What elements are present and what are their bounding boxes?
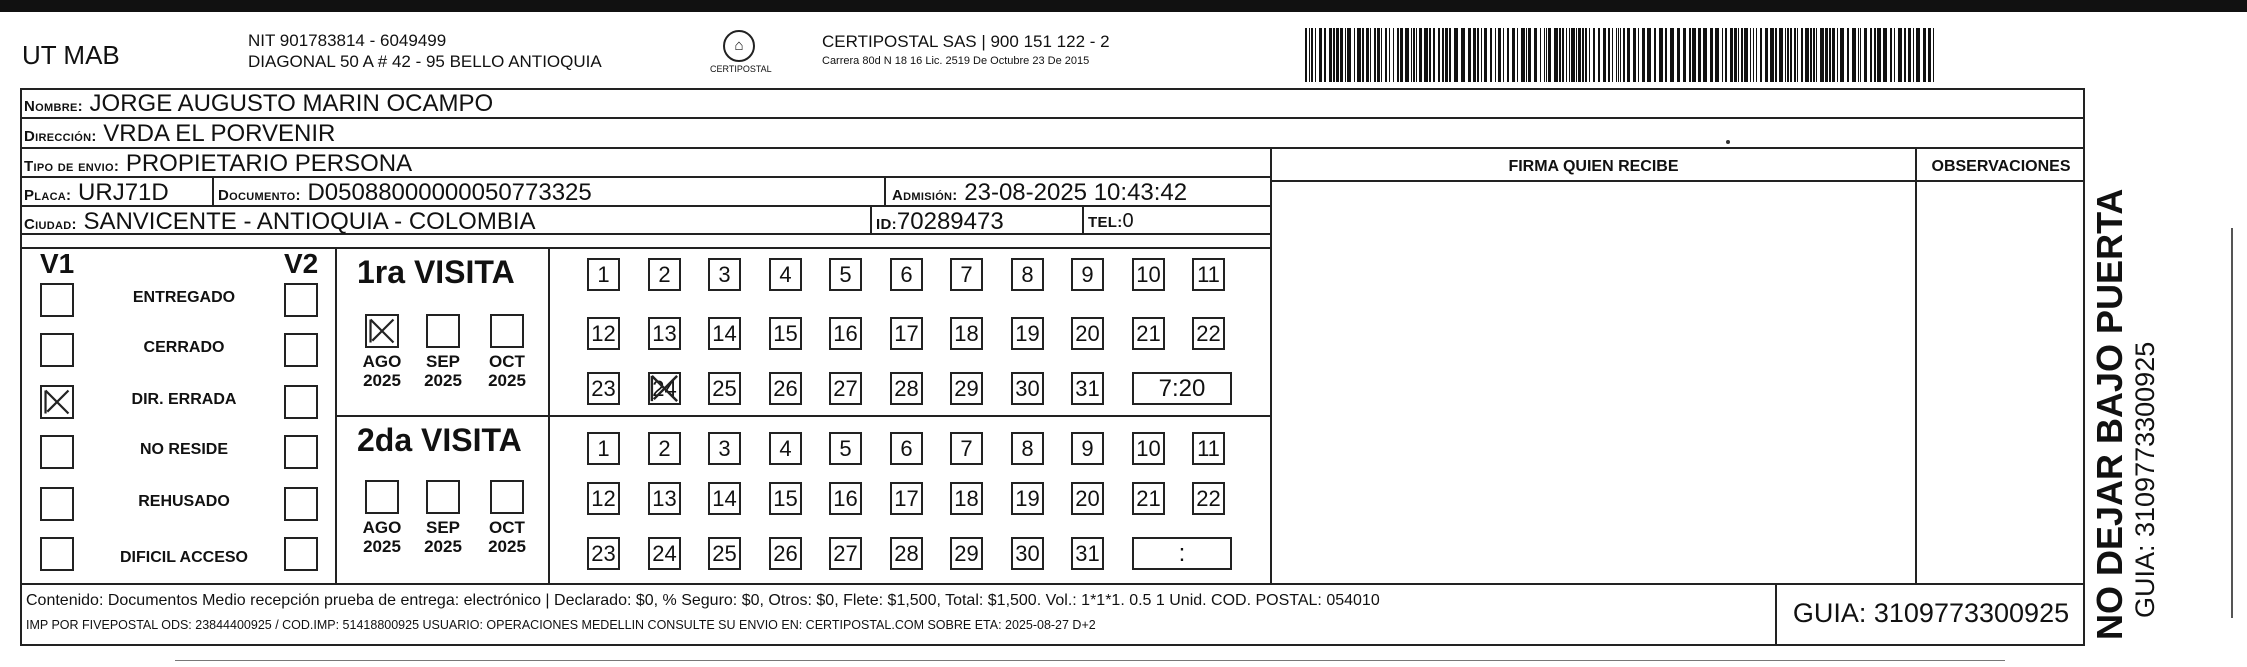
day-box[interactable]: 6 — [890, 258, 923, 291]
day-box[interactable]: 8 — [1011, 432, 1044, 465]
tel-value: 0 — [1122, 210, 1134, 232]
placa-row — [24, 179, 169, 207]
month-checkbox[interactable] — [490, 314, 524, 348]
right-edge-line — [2231, 228, 2233, 618]
tel-row — [1088, 210, 1134, 233]
ciudad-label: Ciudad: — [24, 216, 77, 233]
day-box[interactable]: 15 — [769, 482, 802, 515]
placa-value: URJ71D — [78, 179, 169, 206]
day-box[interactable]: 19 — [1011, 317, 1044, 350]
day-box[interactable]: 17 — [890, 482, 923, 515]
company-info — [248, 30, 602, 72]
v2-header: V2 — [284, 248, 319, 279]
day-box[interactable]: 31 — [1071, 372, 1104, 405]
status-label: DIR. ERRADA — [131, 391, 237, 408]
col-line — [1082, 205, 1084, 233]
day-box[interactable]: 14 — [708, 317, 741, 350]
month-label — [357, 518, 407, 556]
day-box[interactable]: 25 — [708, 372, 741, 405]
day-box[interactable]: 23 — [587, 372, 620, 405]
v2-checkbox[interactable] — [284, 333, 318, 367]
side-warning-text: NO DEJAR BAJO PUERTA — [2089, 188, 2130, 640]
col-line — [1915, 147, 1917, 583]
day-box[interactable]: 23 — [587, 537, 620, 570]
day-box[interactable]: 17 — [890, 317, 923, 350]
company-name: UT MAB — [22, 40, 120, 70]
row-line — [20, 247, 1270, 249]
v1-checkbox[interactable] — [40, 333, 74, 367]
day-box[interactable]: 8 — [1011, 258, 1044, 291]
nombre-value: JORGE AUGUSTO MARIN OCAMPO — [89, 90, 494, 117]
col-line — [212, 176, 214, 205]
tipo-value: PROPIETARIO PERSONA — [125, 150, 413, 177]
day-box[interactable]: 18 — [950, 317, 983, 350]
status-label: DIFICIL ACCESO — [119, 549, 248, 566]
nombre-label: Nombre: — [24, 98, 83, 115]
footer-print-info: IMP POR FIVEPOSTAL ODS: 23844400925 / COD.IMP: 51418800925 USUARIO: OPERACIONES MEDELLIN CONSULTE SU ENVIO EN: CERTIPOSTAL.COM SOBRE ETA: 2025-08-27 D+2 — [26, 618, 1096, 632]
admision-label: Admisión: — [892, 187, 958, 204]
v1-checkbox[interactable] — [40, 537, 74, 571]
day-box[interactable]: 7 — [950, 258, 983, 291]
tel-label: TEL: — [1088, 214, 1123, 231]
day-box[interactable]: 14 — [708, 482, 741, 515]
direccion-row — [24, 120, 335, 148]
day-box[interactable]: 3 — [708, 258, 741, 291]
id-value: 70289473 — [896, 208, 1004, 235]
day-box[interactable]: 25 — [708, 537, 741, 570]
stray-dot — [1726, 140, 1730, 144]
day-box[interactable]: 11 — [1192, 432, 1225, 465]
day-box[interactable]: 18 — [950, 482, 983, 515]
v1-checkbox[interactable] — [40, 385, 74, 419]
status-label: REHUSADO — [138, 493, 230, 510]
admision-row — [892, 179, 1187, 207]
side-guia: GUIA: 3109773300925 — [2130, 341, 2160, 618]
day-box[interactable]: 5 — [829, 258, 862, 291]
day-box[interactable]: 20 — [1071, 482, 1104, 515]
hour-box[interactable]: 7:20 — [1132, 372, 1232, 405]
month-year: 2025 — [424, 371, 462, 390]
day-box[interactable]: 7 — [950, 432, 983, 465]
month-checkbox[interactable] — [365, 314, 399, 348]
month-label — [418, 352, 468, 390]
ciudad-row — [24, 208, 536, 236]
day-box[interactable]: 4 — [769, 432, 802, 465]
month-checkbox[interactable] — [365, 480, 399, 514]
month-label — [482, 518, 532, 556]
month-checkbox[interactable] — [490, 480, 524, 514]
day-box[interactable]: 24 — [648, 372, 681, 405]
day-box[interactable]: 20 — [1071, 317, 1104, 350]
month-name: OCT — [489, 518, 525, 537]
certipostal-info — [822, 32, 1110, 67]
day-box[interactable]: 29 — [950, 537, 983, 570]
footer-guia: GUIA: 3109773300925 — [1792, 598, 2070, 628]
day-box[interactable]: 26 — [769, 372, 802, 405]
v1-checkbox[interactable] — [40, 487, 74, 521]
tipo-row — [24, 150, 412, 178]
day-box[interactable]: 3 — [708, 432, 741, 465]
documento-value: D05088000000050773325 — [307, 179, 592, 206]
side-warning — [2090, 189, 2160, 640]
month-name: AGO — [362, 352, 402, 371]
day-box[interactable]: 30 — [1011, 537, 1044, 570]
col-line — [335, 247, 337, 583]
barcode — [1305, 28, 1937, 82]
day-box[interactable]: 1 — [587, 432, 620, 465]
month-checkbox[interactable] — [426, 314, 460, 348]
day-box[interactable]: 28 — [890, 537, 923, 570]
logo-icon: ⌂ — [723, 30, 755, 62]
status-label: ENTREGADO — [132, 289, 236, 306]
day-box[interactable]: 16 — [829, 482, 862, 515]
logo-text: CERTIPOSTAL — [710, 64, 772, 74]
visita2-title: 2da VISITA — [357, 422, 522, 458]
company-nit: NIT 901783814 - 6049499 — [248, 31, 447, 50]
tipo-label: Tipo de envio: — [24, 158, 120, 175]
col-line — [1270, 147, 1272, 583]
day-box[interactable]: 9 — [1071, 432, 1104, 465]
bottom-rule — [175, 660, 2005, 661]
month-year: 2025 — [488, 371, 526, 390]
v2-checkbox[interactable] — [284, 487, 318, 521]
id-label: ID: — [876, 216, 897, 233]
day-box[interactable]: 11 — [1192, 258, 1225, 291]
col-line — [870, 205, 872, 233]
month-checkbox[interactable] — [426, 480, 460, 514]
day-box[interactable]: 26 — [769, 537, 802, 570]
month-name: SEP — [425, 518, 461, 537]
certipostal-logo — [710, 30, 772, 82]
day-box[interactable]: 10 — [1132, 432, 1165, 465]
v1-checkbox[interactable] — [40, 435, 74, 469]
v2-checkbox[interactable] — [284, 385, 318, 419]
day-box[interactable]: 27 — [829, 537, 862, 570]
ciudad-value: SANVICENTE - ANTIOQUIA - COLOMBIA — [83, 208, 536, 235]
day-box[interactable]: 5 — [829, 432, 862, 465]
firma-header: FIRMA QUIEN RECIBE — [1508, 158, 1679, 175]
day-box[interactable]: 22 — [1192, 482, 1225, 515]
day-box[interactable]: 12 — [587, 482, 620, 515]
month-name: SEP — [425, 352, 461, 371]
day-box[interactable]: 16 — [829, 317, 862, 350]
visita1-title: 1ra VISITA — [357, 254, 515, 290]
company-address: DIAGONAL 50 A # 42 - 95 BELLO ANTIOQUIA — [248, 52, 602, 71]
day-box[interactable]: 21 — [1132, 482, 1165, 515]
month-year: 2025 — [424, 537, 462, 556]
month-name: AGO — [362, 518, 402, 537]
row-line — [1270, 180, 2085, 182]
month-label — [482, 352, 532, 390]
status-label: NO RESIDE — [139, 441, 228, 458]
v1-checkbox[interactable] — [40, 283, 74, 317]
day-box[interactable]: 28 — [890, 372, 923, 405]
month-label — [418, 518, 468, 556]
placa-label: Placa: — [24, 187, 72, 204]
day-box[interactable]: 2 — [648, 432, 681, 465]
observaciones-header: OBSERVACIONES — [1931, 158, 2071, 175]
month-year: 2025 — [363, 371, 401, 390]
row-line — [335, 415, 1270, 417]
day-box[interactable]: 24 — [648, 537, 681, 570]
documento-row — [218, 179, 592, 207]
day-box[interactable]: 1 — [587, 258, 620, 291]
day-box[interactable]: 13 — [648, 482, 681, 515]
day-box[interactable]: 27 — [829, 372, 862, 405]
direccion-value: VRDA EL PORVENIR — [103, 120, 336, 147]
certipostal-license: Carrera 80d N 18 16 Lic. 2519 De Octubre 23 De 2015 — [822, 55, 1090, 67]
day-box[interactable]: 19 — [1011, 482, 1044, 515]
col-line — [884, 176, 886, 205]
month-name: OCT — [489, 352, 525, 371]
day-box[interactable]: 21 — [1132, 317, 1165, 350]
status-label: CERRADO — [143, 339, 225, 356]
hour-box[interactable]: : — [1132, 537, 1232, 570]
admision-value: 23-08-2025 10:43:42 — [964, 179, 1188, 206]
day-box[interactable]: 12 — [587, 317, 620, 350]
month-year: 2025 — [488, 537, 526, 556]
day-box[interactable]: 2 — [648, 258, 681, 291]
col-line — [548, 247, 550, 583]
v2-checkbox[interactable] — [284, 537, 318, 571]
day-box[interactable]: 4 — [769, 258, 802, 291]
day-box[interactable]: 10 — [1132, 258, 1165, 291]
day-box[interactable]: 22 — [1192, 317, 1225, 350]
day-box[interactable]: 29 — [950, 372, 983, 405]
day-box[interactable]: 13 — [648, 317, 681, 350]
v2-checkbox[interactable] — [284, 283, 318, 317]
id-row — [876, 208, 1004, 236]
v2-checkbox[interactable] — [284, 435, 318, 469]
day-box[interactable]: 9 — [1071, 258, 1104, 291]
certipostal-name: CERTIPOSTAL SAS | 900 151 122 - 2 — [822, 32, 1110, 51]
day-box[interactable]: 15 — [769, 317, 802, 350]
day-box[interactable]: 31 — [1071, 537, 1104, 570]
month-year: 2025 — [363, 537, 401, 556]
day-box[interactable]: 6 — [890, 432, 923, 465]
nombre-row — [24, 90, 493, 118]
month-label — [357, 352, 407, 390]
documento-label: Documento: — [218, 187, 301, 204]
top-black-bar — [0, 0, 2247, 12]
footer-contents: Contenido: Documentos Medio recepción prueba de entrega: electrónico | Declarado: $0, % Seguro: $0, Otros: $0, Flete: $1,500, Total: $1,500. Vol.: 1*1*1. 0.5 1 Unid. COD. POSTAL: 054010 — [26, 592, 1380, 609]
v1-header: V1 — [40, 248, 75, 279]
direccion-label: Dirección: — [24, 128, 97, 145]
day-box[interactable]: 30 — [1011, 372, 1044, 405]
